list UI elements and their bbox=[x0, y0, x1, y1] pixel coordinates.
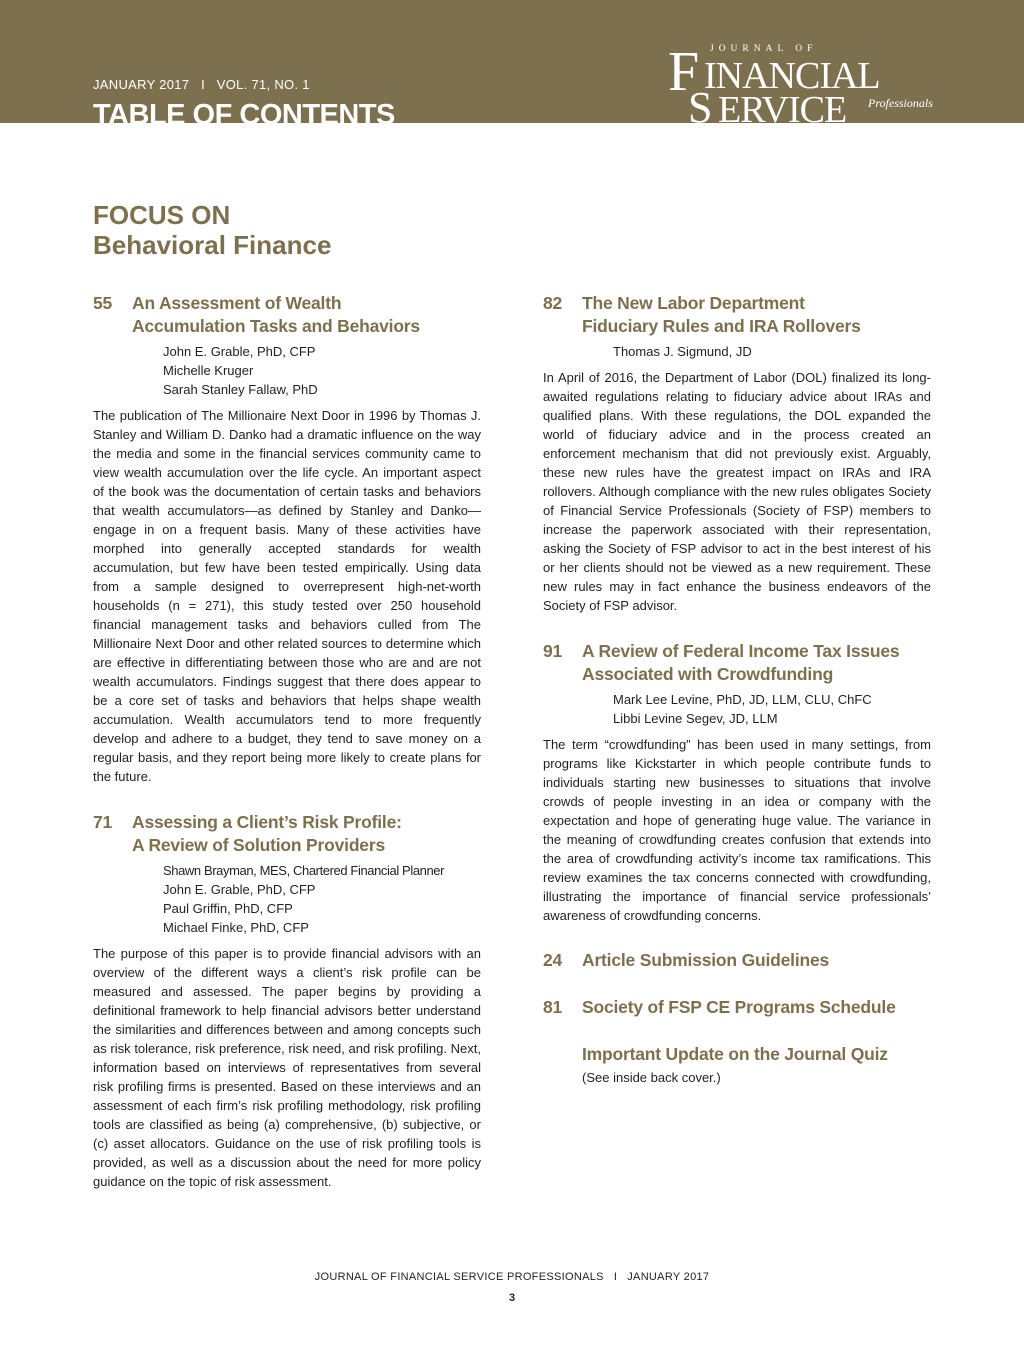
article-entry bbox=[543, 292, 931, 615]
extra-title-text: Article Submission Guidelines bbox=[582, 950, 830, 970]
spacer bbox=[543, 972, 931, 996]
article-entry bbox=[93, 811, 481, 1191]
author: Paul Griffin, PhD, CFP bbox=[163, 901, 293, 916]
article-page-number: 82 bbox=[543, 293, 563, 313]
article-title-line: Associated with Crowdfunding bbox=[582, 664, 834, 684]
author: John E. Grable, PhD, CFP bbox=[163, 344, 316, 359]
author: Michelle Kruger bbox=[163, 363, 254, 378]
article-title-line: Accumulation Tasks and Behaviors bbox=[132, 316, 420, 336]
article-title[interactable] bbox=[93, 292, 481, 338]
extra-title-text: Society of FSP CE Programs Schedule bbox=[582, 997, 896, 1017]
article-page-number: 71 bbox=[93, 812, 113, 832]
author: Thomas J. Sigmund, JD bbox=[613, 344, 752, 359]
article-abstract: The publication of The Millionaire Next Door in 1996 by Thomas J. Stanley and William D. Danko had a dramatic influence on the way the media and some in the financial services community came to view wealth accumulation over the life cycle. An important aspect of the book was the documentation of certain tasks and behaviors that wealth accumulators—as defined by Stanley and Danko—engage in on a frequent basis. Many of these activities have morphed into generally accepted standards for wealth accumulation, but few have been tested empirically. Using data from a sample designed to overrepresent high-net-worth households (n = 271), this study tested over 250 household financial management tasks and behaviors culled from The Millionaire Next Door and other related sources to determine which are effective in differentiating between those who are and are not wealth accumulators. Findings suggest that there does appear to be a core set of tasks and behaviors that helps shape wealth accumulation. Wealth accumulators tend to more frequently develop and adhere to a budget, they tend to save money on a regular basis, and they report being more likely to create plans for the future. bbox=[93, 408, 481, 784]
author: Mark Lee Levine, PhD, JD, LLM, CLU, ChFC bbox=[613, 692, 872, 707]
page-title: TABLE OF CONTENTS bbox=[93, 99, 395, 123]
header-band bbox=[0, 0, 1024, 123]
article-title-line: A Review of Solution Providers bbox=[132, 835, 385, 855]
extra-entry bbox=[543, 1043, 931, 1087]
extra-title[interactable] bbox=[543, 1043, 931, 1066]
extra-entry bbox=[543, 996, 931, 1019]
article-title[interactable] bbox=[543, 292, 931, 338]
article-title-line: Assessing a Client’s Risk Profile: bbox=[132, 812, 402, 832]
author: Libbi Levine Segev, JD, LLM bbox=[613, 711, 778, 726]
article-title-line: A Review of Federal Income Tax Issues bbox=[582, 641, 900, 661]
article-title-line: Fiduciary Rules and IRA Rollovers bbox=[582, 316, 861, 336]
article-title-line: An Assessment of Wealth bbox=[132, 293, 342, 313]
focus-line-2: Behavioral Finance bbox=[93, 230, 332, 260]
logo-letter-f: F bbox=[668, 41, 700, 103]
left-column bbox=[93, 292, 481, 1191]
logo-journal-of: JOURNAL OF bbox=[710, 44, 818, 54]
extra-title[interactable] bbox=[543, 996, 931, 1019]
extra-title-text: Important Update on the Journal Quiz bbox=[582, 1044, 888, 1064]
extra-page-number: 81 bbox=[543, 997, 563, 1017]
extra-entry bbox=[543, 949, 931, 972]
article-authors bbox=[543, 690, 931, 728]
article-abstract: The purpose of this paper is to provide financial advisors with an overview of the different ways a client’s risk profile can be measured and assessed. The paper begins by providing a definitional framework to help financial advisors better understand the similarities and differences between and among concepts such as risk tolerance, risk preference, risk need, and risk profiling. Next, information based on interviews of representatives from several risk profiling firms is presented. Based on these interviews and an assessment of each firm’s risk profiling methodology, risk profiling tools are classified as being (a) comprehensive, (b) subjective, or (c) asset allocators. Guidance on the use of risk profiling tools is provided, as well as a discussion about the need for more policy guidance on the topic of risk assessment. bbox=[93, 946, 481, 1189]
spacer bbox=[543, 1019, 931, 1043]
focus-line-1: FOCUS ON bbox=[93, 200, 231, 230]
focus-heading bbox=[93, 200, 331, 260]
footer-line: JOURNAL OF FINANCIAL SERVICE PROFESSIONALS I JANUARY 2017 bbox=[314, 1271, 710, 1283]
logo-letter-s: S bbox=[688, 86, 713, 123]
journal-logo bbox=[668, 38, 938, 128]
article-abstract: In April of 2016, the Department of Labor (DOL) finalized its long-awaited regulations relating to fiduciary advice about IRAs and qualified plans. With these regulations, the DOL expanded the world of fiduciary advice and in the process created an enforcement mechanism that did not previously exist. Arguably, these new rules have the greatest impact on IRAs and IRA rollovers. Although compliance with the new rules obligates Society of Financial Service Professionals (Society of FSP) members to increase the paperwork associated with their representation, asking the Society of FSP advisor to act in the best interest of his or her clients should not be viewed as a new requirement. These new rules may in fact enhance the business endeavors of the Society of FSP advisor. bbox=[543, 370, 931, 613]
issue-line: JANUARY 2017 I VOL. 71, NO. 1 bbox=[93, 77, 310, 92]
author: Michael Finke, PhD, CFP bbox=[163, 920, 309, 935]
article-entry bbox=[543, 640, 931, 925]
extra-page-number: 24 bbox=[543, 950, 563, 970]
article-title[interactable] bbox=[93, 811, 481, 857]
author: Sarah Stanley Fallaw, PhD bbox=[163, 382, 318, 397]
extra-title[interactable] bbox=[543, 949, 931, 972]
article-page-number: 55 bbox=[93, 293, 113, 313]
logo-professionals: Professionals bbox=[868, 96, 933, 110]
article-title[interactable] bbox=[543, 640, 931, 686]
right-column bbox=[543, 292, 931, 1087]
article-authors bbox=[93, 861, 481, 937]
article-authors bbox=[543, 342, 931, 361]
extra-note: (See inside back cover.) bbox=[582, 1070, 721, 1085]
author: John E. Grable, PhD, CFP bbox=[163, 882, 316, 897]
article-abstract: The term “crowdfunding” has been used in many settings, from programs like Kickstarter in which people contribute funds to individuals starting new businesses to situations that involve crowds of people investing in an idea or company with the expectation and hope of generating huge value. The variance in the meaning of crowdfunding creates confusion that extends into the area of crowdfunding activity’s income tax ramifications. This review examines the tax concerns connected with crowdfunding, illustrating the importance of financial service professionals’ awareness of crowdfunding concerns. bbox=[543, 737, 931, 923]
article-authors bbox=[93, 342, 481, 399]
logo-ervice: ERVICE bbox=[718, 90, 847, 123]
spacer bbox=[543, 615, 931, 640]
article-entry bbox=[93, 292, 481, 786]
article-page-number: 91 bbox=[543, 641, 563, 661]
spacer bbox=[543, 925, 931, 949]
page-number: 3 bbox=[508, 1292, 516, 1304]
article-title-line: The New Labor Department bbox=[582, 293, 805, 313]
spacer bbox=[93, 786, 481, 811]
logo-inancial: INANCIAL bbox=[704, 55, 880, 97]
author: Shawn Brayman, MES, Chartered Financial Planner bbox=[163, 863, 445, 878]
